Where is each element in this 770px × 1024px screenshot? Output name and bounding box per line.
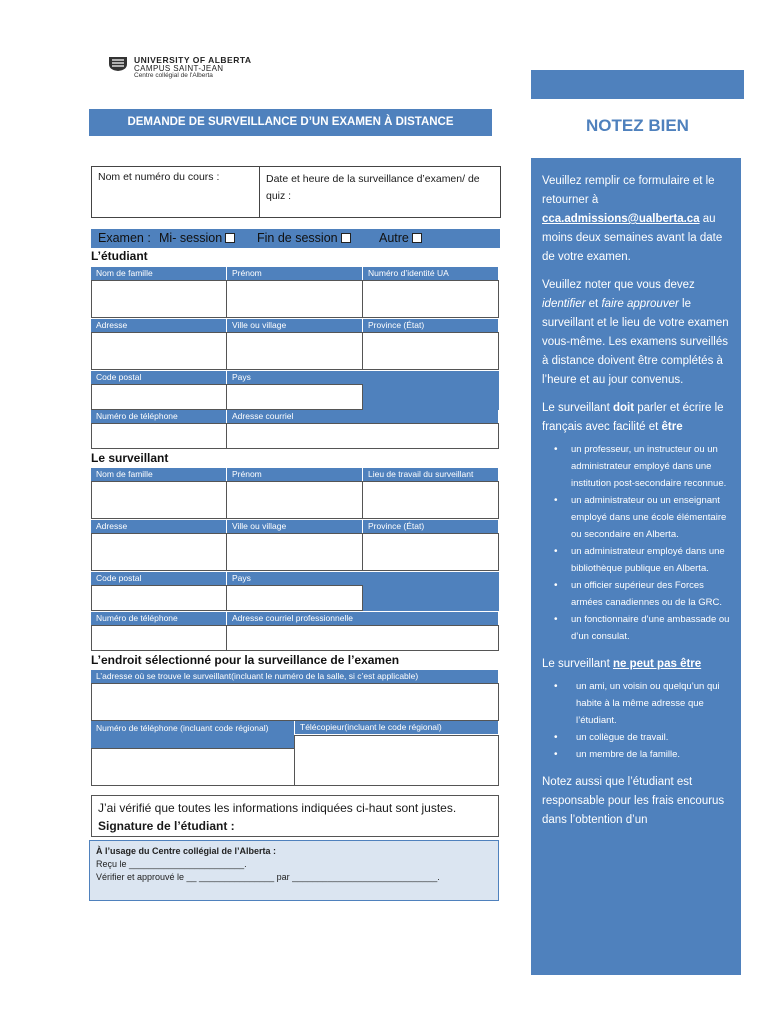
qualified-supervisor-list: [542, 441, 731, 645]
verification-statement: J’ai vérifié que toutes les informations indiquées ci-haut sont justes.: [98, 801, 457, 815]
course-name-label: Nom et numéro du cours :: [98, 171, 220, 183]
fin-session-label: Fin de session: [257, 231, 338, 245]
surveillant-lieu-header: Lieu de travail du surveillant: [363, 468, 498, 481]
surveillant-prenom-header: Prénom: [227, 468, 362, 481]
doit-text-a: Le surveillant: [542, 402, 613, 414]
doit-text-b: parler et écrire le français avec facilité et: [542, 402, 724, 433]
received-line: Reçu le _______________________.: [96, 859, 247, 869]
surveillant-province-field[interactable]: [362, 533, 499, 571]
etudiant-courriel-field[interactable]: [226, 423, 499, 449]
fin-session-checkbox[interactable]: [341, 233, 351, 243]
list-item: • un officier supérieur des Forces armées canadiennes ou de la GRC.: [542, 577, 731, 611]
surveillant-heading: Le surveillant: [91, 451, 169, 465]
approval-text-b: le surveillant et le lieu de votre examen vous-même. Les examens surveillés à distance doivent être complétés à l’heure et au jour convenus.: [542, 298, 729, 386]
instructions-text-end: au moins deux semaines avant la date de votre examen.: [542, 213, 723, 263]
signature-box[interactable]: [91, 795, 499, 837]
excluded-supervisor-list: [542, 678, 731, 763]
approval-text-a: Veuillez noter que vous devez: [542, 279, 695, 291]
etudiant-province-header: Province (État): [363, 319, 498, 332]
etudiant-code-postal-header: Code postal: [91, 371, 226, 384]
approval-approuver: faire approuver: [601, 298, 679, 310]
option-mi-session[interactable]: [159, 229, 235, 248]
etudiant-prenom-field[interactable]: [226, 280, 363, 318]
etudiant-numero-ua-header: Numéro d’identité UA: [363, 267, 498, 280]
etudiant-nom-field[interactable]: [91, 280, 227, 318]
cannot-emphasis: ne peut pas être: [612, 658, 702, 670]
etudiant-adresse-header: Adresse: [91, 319, 226, 332]
exam-type-label: Examen :: [98, 231, 151, 245]
list-item: • un ami, un voisin ou quelqu’un qui habite à la même adresse que l’étudiant.: [542, 678, 731, 729]
logo-campus: CAMPUS SAINT-JEAN: [134, 64, 224, 73]
etudiant-blank-cell: [362, 371, 499, 410]
surveillant-pays-header: Pays: [227, 572, 362, 585]
surveillant-adresse-field[interactable]: [91, 533, 227, 571]
list-item: • un collègue de travail.: [542, 729, 731, 746]
surveillant-ville-header: Ville ou village: [227, 520, 362, 533]
surveillant-code-postal-header: Code postal: [91, 572, 226, 585]
etudiant-telephone-field[interactable]: [91, 423, 227, 449]
endroit-adresse-field[interactable]: [91, 683, 499, 721]
logo-university: UNIVERSITY OF ALBERTA: [134, 55, 252, 65]
surveillant-ville-field[interactable]: [226, 533, 363, 571]
endroit-telephone-field[interactable]: [91, 748, 295, 786]
sidebar-cannot-note: [542, 655, 731, 674]
etudiant-prenom-header: Prénom: [227, 267, 362, 280]
surveillant-pays-field[interactable]: [226, 585, 363, 611]
surveillant-province-header: Province (État): [363, 520, 498, 533]
list-item: • un administrateur ou un enseignant employé dans une école élémentaire ou secondaire en Alberta.: [542, 492, 731, 543]
course-info-box: [91, 166, 501, 218]
exam-type-bar: [91, 229, 500, 248]
surveillant-telephone-header: Numéro de téléphone: [91, 612, 226, 625]
notez-bien-sidebar: [531, 158, 741, 975]
list-item: • un membre de la famille.: [542, 746, 731, 763]
doit-emphasis: doit: [612, 402, 635, 414]
etudiant-pays-header: Pays: [227, 371, 362, 384]
endroit-heading: L’endroit sélectionné pour la surveillance de l’examen: [91, 653, 400, 667]
office-use-heading: À l’usage du Centre collégial de l’Alberta :: [96, 846, 277, 856]
course-name-field[interactable]: [92, 167, 260, 217]
option-autre[interactable]: [379, 229, 422, 248]
instructions-text: Veuillez remplir ce formulaire et le retourner à: [542, 175, 715, 206]
surveillant-courriel-field[interactable]: [226, 625, 499, 651]
sidebar-fees-note: Notez aussi que l’étudiant est responsable pour les frais encourus dans l’obtention d’un: [542, 776, 725, 826]
surveillant-nom-header: Nom de famille: [91, 468, 226, 481]
surveillant-blank-cell: [362, 572, 499, 611]
surveillant-lieu-field[interactable]: [362, 481, 499, 519]
etudiant-pays-field[interactable]: [226, 384, 363, 410]
mi-session-checkbox[interactable]: [225, 233, 235, 243]
etudiant-courriel-header: Adresse courriel: [227, 410, 498, 423]
endroit-telecopieur-field[interactable]: [294, 735, 499, 786]
etudiant-telephone-header: Numéro de téléphone: [91, 410, 226, 423]
list-item: • un fonctionnaire d’une ambassade ou d’un consulat.: [542, 611, 731, 645]
cannot-text-a: Le surveillant: [542, 658, 613, 670]
surveillant-courriel-header: Adresse courriel professionnelle: [227, 612, 498, 625]
surveillant-telephone-field[interactable]: [91, 625, 227, 651]
etre-emphasis: être: [661, 421, 683, 433]
surveillant-code-postal-field[interactable]: [91, 585, 227, 611]
header-accent-box: [531, 70, 744, 99]
university-crest-icon: [108, 56, 128, 72]
exam-datetime-field[interactable]: [260, 167, 500, 217]
sidebar-approval-note: [542, 276, 731, 390]
autre-label: Autre: [379, 231, 409, 245]
exam-datetime-label: Date et heure de la surveillance d’examen/ de quiz :: [266, 173, 480, 202]
logo-centre: Centre collégial de l'Alberta: [134, 72, 213, 79]
etudiant-nom-header: Nom de famille: [91, 267, 226, 280]
etudiant-heading: L’étudiant: [91, 249, 148, 263]
surveillant-prenom-field[interactable]: [226, 481, 363, 519]
sidebar-instructions: [542, 172, 731, 267]
form-title: DEMANDE DE SURVEILLANCE D’UN EXAMEN À DISTANCE: [89, 109, 492, 136]
endroit-telephone-header: Numéro de téléphone (incluant code régional): [91, 721, 294, 748]
office-use-box: [89, 840, 499, 901]
admissions-email-link[interactable]: cca.admissions@ualberta.ca: [542, 213, 700, 225]
endroit-adresse-header: L’adresse où se trouve le surveillant(incluant le numéro de la salle, si c’est applicable): [91, 670, 498, 683]
signature-label: Signature de l’étudiant :: [98, 819, 235, 833]
approval-et: et: [585, 298, 602, 310]
etudiant-province-field[interactable]: [362, 332, 499, 370]
etudiant-ville-field[interactable]: [226, 332, 363, 370]
list-item: • un professeur, un instructeur ou un administrateur employé dans une institution post-secondaire reconnue.: [542, 441, 731, 492]
approved-line: Vérifier et approuvé le __ _______________ par _____________________________.: [96, 872, 440, 882]
endroit-telecopieur-header: Télécopieur(incluant le code régional): [295, 721, 498, 734]
sidebar-doit-note: [542, 399, 731, 437]
notez-bien-heading: NOTEZ BIEN: [586, 116, 689, 135]
mi-session-label: Mi- session: [159, 231, 223, 245]
autre-checkbox[interactable]: [412, 233, 422, 243]
etudiant-ville-header: Ville ou village: [227, 319, 362, 332]
etudiant-adresse-field[interactable]: [91, 332, 227, 370]
surveillant-adresse-header: Adresse: [91, 520, 226, 533]
approval-identifier: identifier: [542, 298, 586, 310]
option-fin-session[interactable]: [257, 229, 351, 248]
etudiant-numero-ua-field[interactable]: [362, 280, 499, 318]
list-item: • un administrateur employé dans une bibliothèque publique en Alberta.: [542, 543, 731, 577]
etudiant-code-postal-field[interactable]: [91, 384, 227, 410]
surveillant-nom-field[interactable]: [91, 481, 227, 519]
